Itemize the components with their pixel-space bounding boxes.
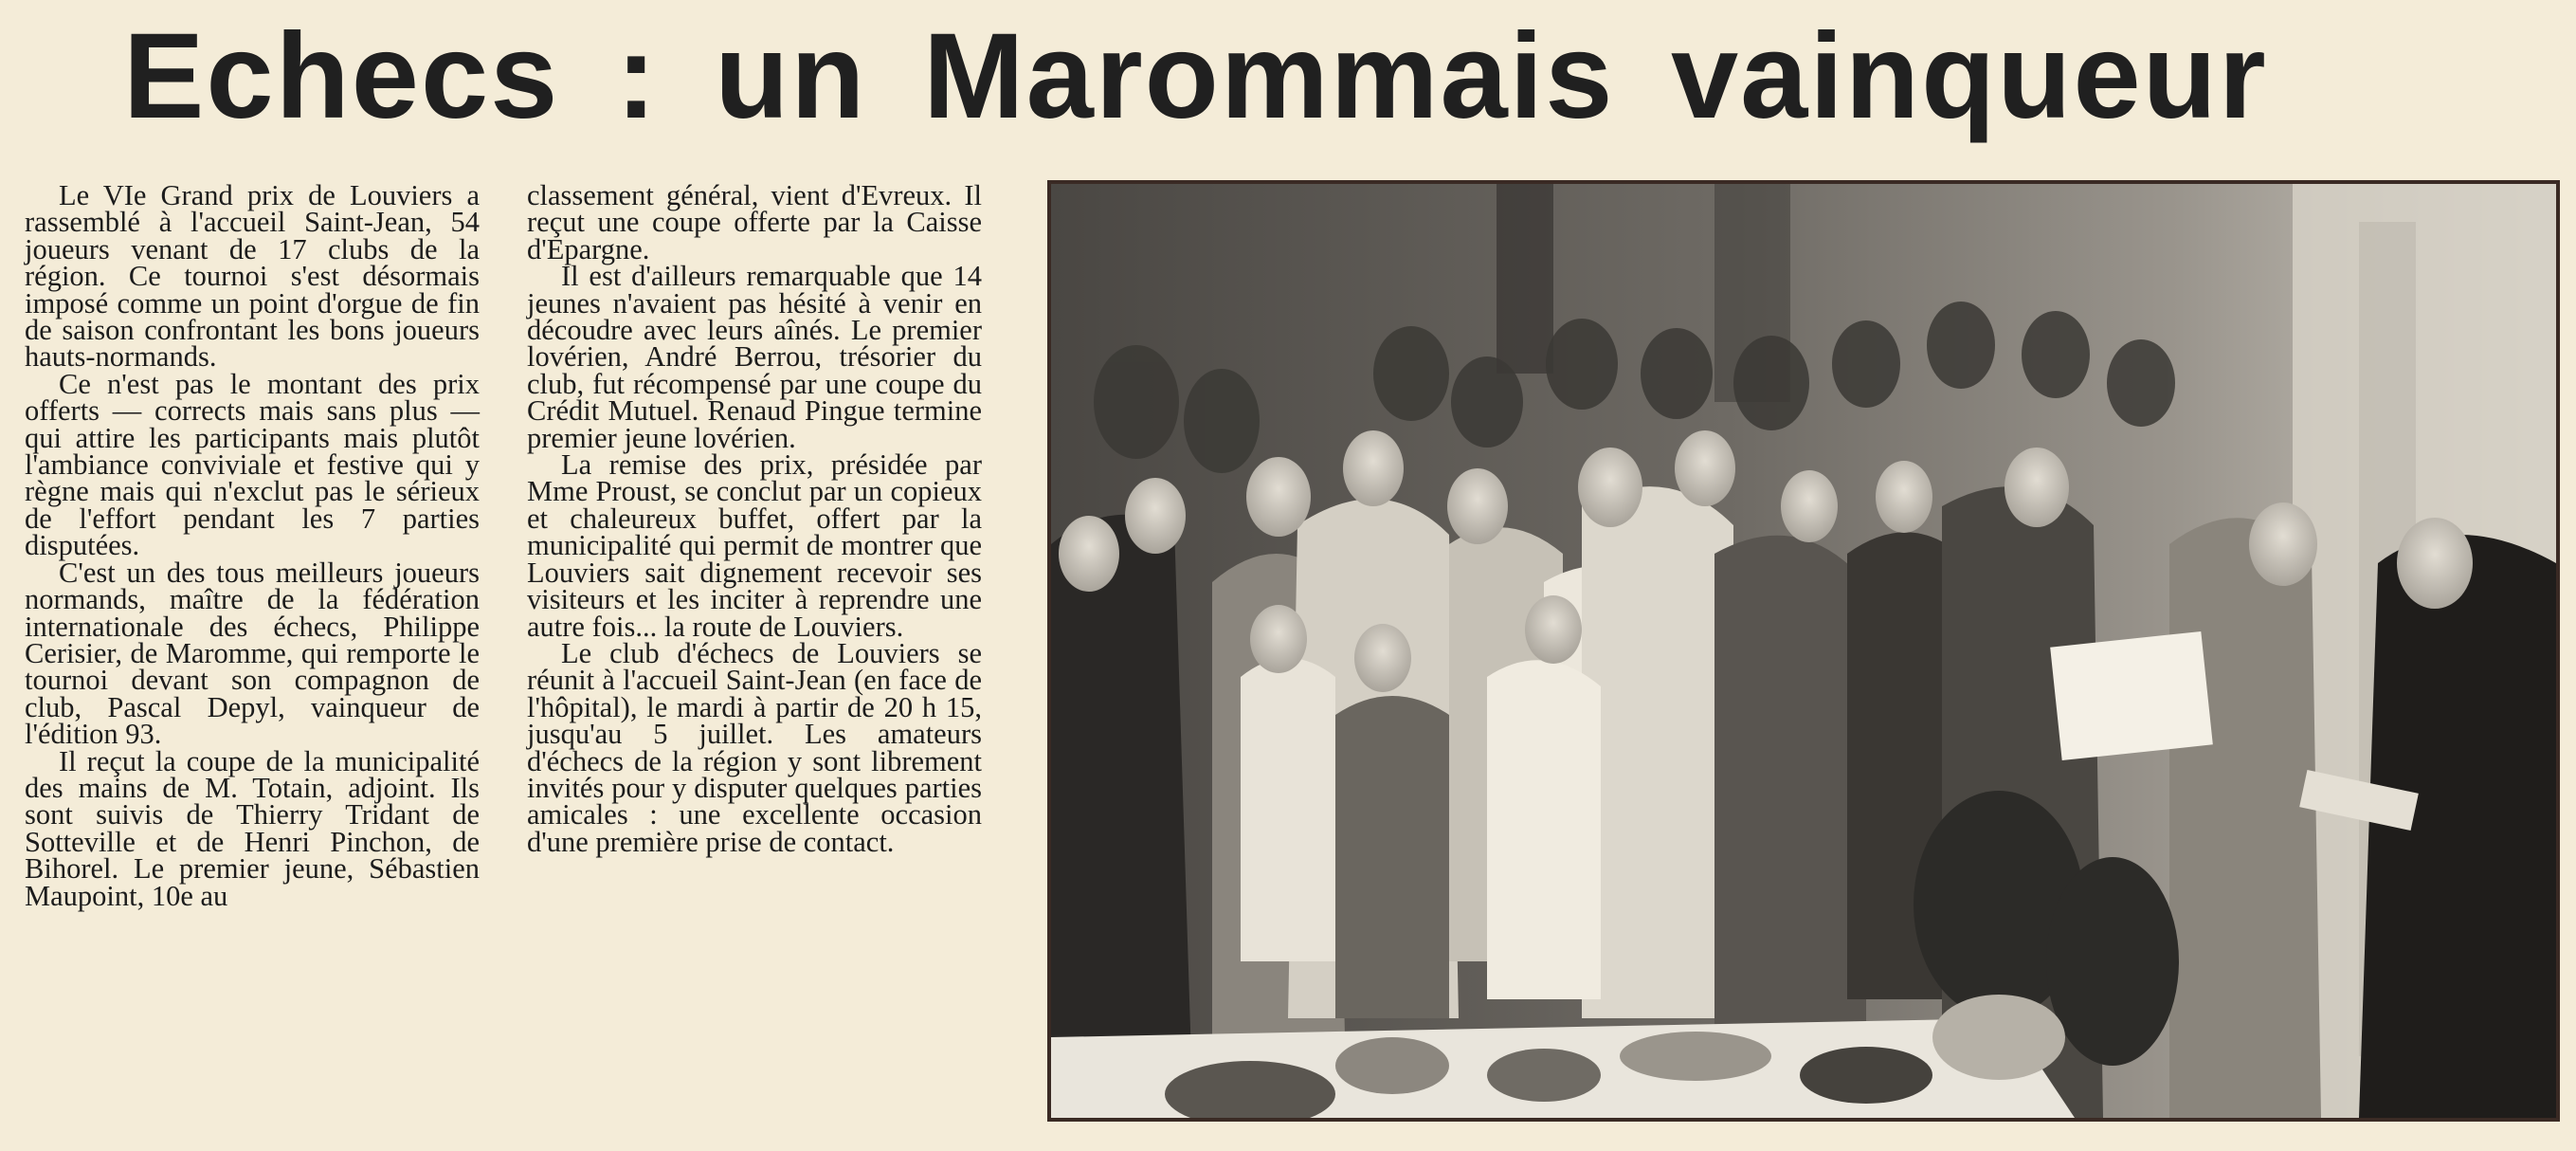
paragraph: Il est d'ailleurs remarquable que 14 jeunes n'avaient pas hésité à venir en découdre avec leurs aînés. Le premier lovérien, André Berrou, trésorier du club, fut récompensé par une coupe du Crédit Mutuel. Renaud Pingue termine premier jeune lovérien. xyxy=(527,260,982,454)
paragraph: C'est un des tous meilleurs joueurs normands, maître de la fédération internationale des échecs, Philippe Cerisier, de Maromme, qui remporte le tournoi devant son compagnon de club, Pascal Depyl, vainqueur de l'édition 93. xyxy=(25,556,480,751)
headline: Echecs : un Marommais vainqueur xyxy=(123,9,2268,144)
article-column-2 xyxy=(527,179,982,858)
paragraph: La remise des prix, présidée par Mme Proust, se conclut par un copieux et chaleureux buffet, offert par la municipalité qui permit de montrer que Louviers sait dignement recevoir ses visiteurs et les inciter à reprendre une autre fois... la route de Louviers. xyxy=(527,448,982,643)
paragraph: Ce n'est pas le montant des prix offerts — corrects mais sans plus — qui attire les participants mais plutôt l'ambiance conviviale et festive qui y règne mais qui n'exclut pas le sérieux de l'effort pendant les 7 parties disputées. xyxy=(25,367,480,562)
article-column-1 xyxy=(25,179,480,912)
paragraph: Le VIe Grand prix de Louviers a rassemblé à l'accueil Saint-Jean, 54 joueurs venant de 17 clubs de la région. Ce tournoi s'est désormais imposé comme un point d'orgue de fin de saison confrontant les bons joueurs hauts-normands. xyxy=(25,179,480,374)
paragraph: Le club d'échecs de Louviers se réunit à l'accueil Saint-Jean (en face de l'hôpital), le mardi à partir de 20 h 15, jusqu'au 5 juillet. Les amateurs d'échecs de la région y sont librement invités pour y disputer quelques parties amicales : une excellente occasion d'une première prise de contact. xyxy=(527,636,982,858)
paragraph: Il reçut la coupe de la municipalité des mains de M. Totain, adjoint. Ils sont suivis de Thierry Tridant de Sotteville et de Henri Pinchon, de Bihorel. Le premier jeune, Sébastien Maupoint, 10e au xyxy=(25,744,480,912)
news-photo xyxy=(1047,180,2560,1122)
group-photo-image xyxy=(1051,184,2556,1118)
paragraph: classement général, vient d'Evreux. Il reçut une coupe offerte par la Caisse d'Epargne. xyxy=(527,179,982,265)
